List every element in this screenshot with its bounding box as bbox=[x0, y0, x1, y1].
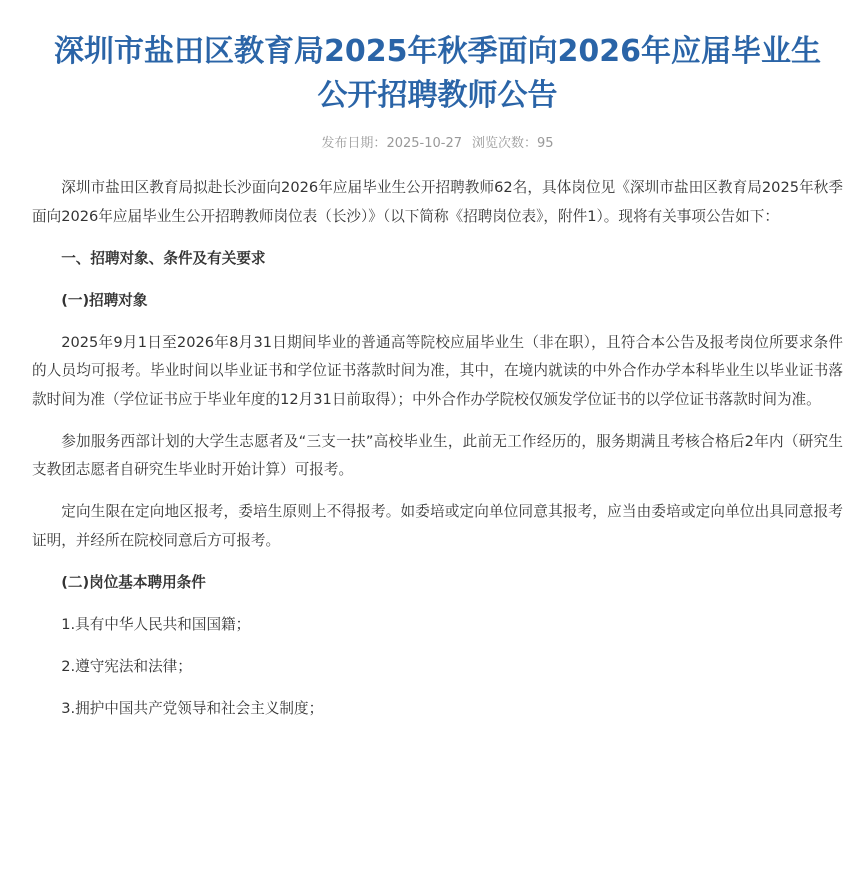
page-title bbox=[32, 0, 843, 118]
subsection-heading: (一)招聘对象 bbox=[61, 291, 148, 309]
article-meta bbox=[32, 135, 843, 153]
article-body bbox=[32, 174, 843, 723]
page-title-line-1: 深圳市盐田区教育局2025年秋季面向2026年应届毕业生 bbox=[54, 34, 821, 69]
section-heading: 一、招聘对象、条件及有关要求 bbox=[61, 249, 266, 267]
body-paragraph: 定向生限在定向地区报考，委培生原则上不得报考。如委培或定向单位同意其报考，应当由委培或定向单位出具同意报考证明，并经所在院校同意后方可报考。 bbox=[32, 503, 843, 549]
list-item: 1.具有中华人民共和国国籍； bbox=[61, 615, 251, 633]
page-title-line-2: 公开招聘教师公告 bbox=[317, 78, 558, 113]
view-count-label: 浏览次数： bbox=[472, 136, 538, 151]
body-paragraph: 2025年9月1日至2026年8月31日期间毕业的普通高等院校应届毕业生（非在职），且符合本公告及报考岗位所要求条件的人员均可报考。毕业时间以毕业证书和学位证书落款时间为准，其中，在境内就读的中外合作办学本科毕业生以毕业证书落款时间为准（学位证书应于毕业年度的12月31日前取得）；中外合作办学院校仅颁发学位证书的以学位证书落款时间为准。 bbox=[32, 333, 843, 408]
intro-paragraph: 深圳市盐田区教育局拟赴长沙面向2026年应届毕业生公开招聘教师62名，具体岗位见《深圳市盐田区教育局2025年秋季面向2026年应届毕业生公开招聘教师岗位表（长沙）》（以下简称《招聘岗位表》，附件1）。现将有关事项公告如下： bbox=[32, 179, 843, 225]
subsection-heading: (二)岗位基本聘用条件 bbox=[61, 573, 206, 591]
publish-date-label: 发布日期： bbox=[321, 136, 387, 151]
view-count: 95 bbox=[537, 136, 554, 151]
list-item: 3.拥护中国共产党领导和社会主义制度； bbox=[61, 699, 324, 717]
publish-date: 2025-10-27 bbox=[386, 136, 462, 151]
body-paragraph: 参加服务西部计划的大学生志愿者及“三支一扶”高校毕业生，此前无工作经历的，服务期满且考核合格后2年内（研究生支教团志愿者自研究生毕业时开始计算）可报考。 bbox=[32, 432, 843, 478]
list-item: 2.遵守宪法和法律； bbox=[61, 657, 192, 675]
